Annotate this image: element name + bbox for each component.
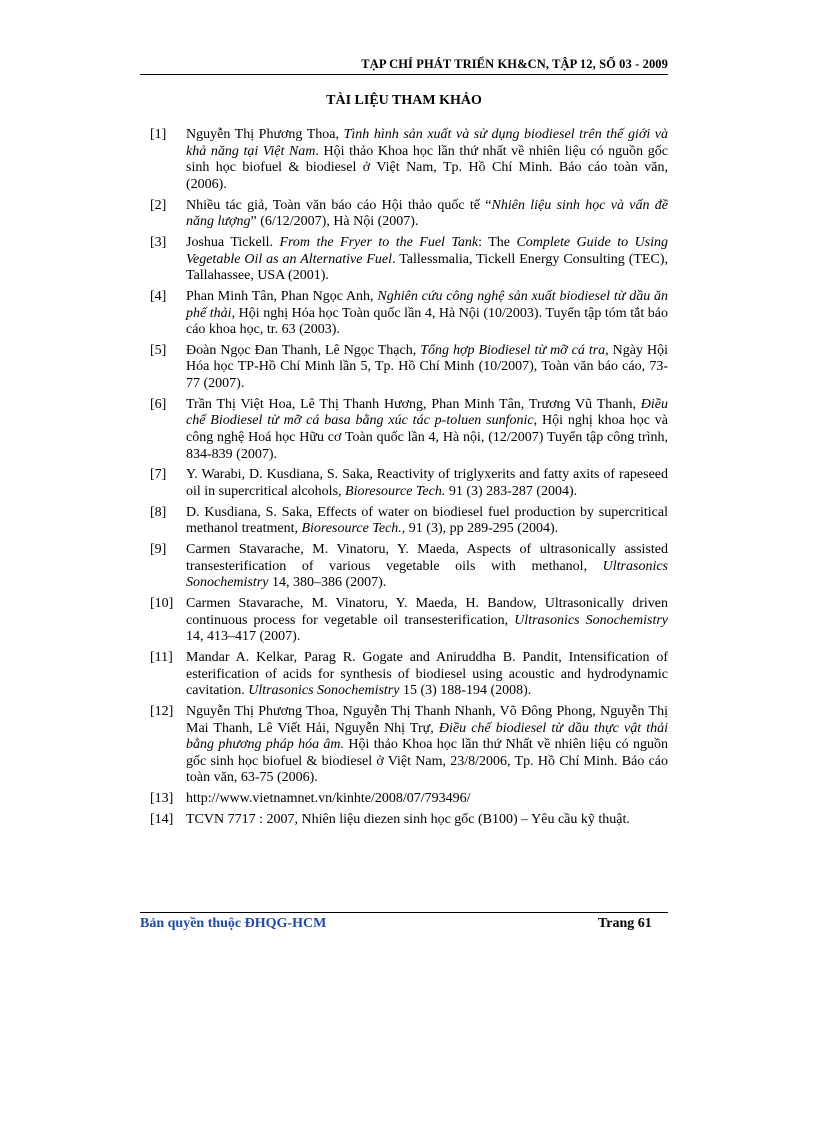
reference-number: [8] [150,504,167,520]
reference-text [186,704,668,787]
reference-segment: http://www.vietnamnet.vn/kinhte/2008/07/793496/ [186,791,471,807]
reference-text [186,127,668,193]
reference-segment: ” (6/12/2007), Hà Nội (2007). [250,214,419,230]
reference-text [186,650,668,700]
reference-segment: 91 (3) 283-287 (2004). [445,484,578,499]
reference-text [186,289,668,339]
reference-number: [12] [150,704,174,720]
reference-italic-segment: Ultrasonics Sonochemistry [514,612,668,628]
reference-segment: . Tallessmalia, Tickell Energy Consulting (TEC), Tallahassee, USA (2001). [186,251,668,284]
reference-item [150,343,668,393]
reference-segment: . Hội thảo Khoa học lần thứ nhất về nhiên liệu có nguồn gốc sinh học biofuel & biodiesel ở Việt Nam, Tp. Hồ Chí Minh. Báo cáo toàn văn, (2006). [186,143,668,192]
reference-segment: Phan Minh Tân, Phan Ngọc Anh, [186,288,378,304]
reference-number: [4] [150,288,167,304]
reference-segment: Ngày Hội Hóa học TP-Hồ Chí Minh lần 5, Tp. Hồ Chí Minh (10/2007), Toàn văn báo cáo, 73-77 (2007). [186,342,668,392]
reference-segment: Đoàn Ngọc Đan Thanh, Lê Ngọc Thạch, [186,342,421,358]
reference-item [150,198,668,231]
reference-text [186,235,668,285]
reference-number: [2] [150,197,167,213]
reference-number: [10] [150,596,174,612]
footer-copyright: Bản quyền thuộc ĐHQG-HCM [140,916,327,931]
reference-text [186,343,668,393]
reference-segment: Mandar A. Kelkar, Parag R. Gogate and Aniruddha B. Pandit, Intensification of esterification of acids for synthesis of biodiesel using acoustic and hydrodynamic cavitation. [186,650,668,699]
reference-segment: Y. Warabi, D. Kusdiana, S. Saka, Reactivity of triglyxerits and fatty axits of rapeseed oil in supercritical alcohols, [186,467,668,499]
reference-number: [13] [150,791,174,807]
reference-text [186,812,668,829]
reference-segment: , Hội nghị khoa học và công nghệ Hoá học Hữu cơ Toàn quốc lần 4, Hà nội, (12/2007) Tuyển tập công trình, 834-839 (2007). [186,413,669,462]
reference-item [150,596,668,646]
header-rule [140,74,668,75]
reference-italic-segment: Ultrasonics Sonochemistry [186,558,668,591]
reference-segment: Carmen Stavarache, M. Vinatoru, Y. Maeda, H. Bandow, Ultrasonically driven continuous process for vegetable oil transesterification, [186,596,668,628]
reference-segment: , 91 (3), pp 289-295 (2004). [401,521,559,537]
section-title: TÀI LIỆU THAM KHẢO [326,93,482,108]
reference-number: [3] [150,234,167,250]
reference-text [186,505,668,538]
reference-item [150,397,668,463]
reference-italic-segment: Complete Guide to Using Vegetable Oil as an Alternative Fuel [186,234,669,267]
reference-italic-segment: Nghiên cứu công nghệ sản xuất biodiesel từ dầu ăn phế thải [186,288,669,321]
reference-italic-segment: Bioresource Tech. [301,521,402,537]
reference-segment: Hội thảo Khoa học lần thứ Nhất về nhiên liệu có nguồn gốc sinh học biofuel & biodiesel ở Việt Nam, 23/8/2006, Tp. Hồ Chí Minh. Báo cáo toàn văn, 63-75 (2006). [186,737,668,786]
reference-italic-segment: Bioresource Tech. [345,484,446,499]
reference-segment: 14, 413–417 (2007). [186,629,301,645]
reference-segment: 15 (3) 188-194 (2008). [399,683,532,699]
journal-header: TẠP CHÍ PHÁT TRIỂN KH&CN, TẬP 12, SỐ 03 - 2009 [361,57,668,71]
reference-item [150,704,668,787]
reference-italic-segment: Điều chế biodiesel từ dầu thực vật thải bằng phương pháp hóa âm. [186,720,668,753]
reference-italic-segment: From the Fryer to the Fuel Tank [279,234,479,250]
reference-segment: D. Kusdiana, S. Saka, Effects of water on biodiesel fuel production by supercritical methanol treatment, [186,504,668,537]
reference-item [150,650,668,700]
reference-segment: Joshua Tickell. [186,234,280,250]
reference-number: [1] [150,127,167,142]
reference-item [150,505,668,538]
footer-rule [140,912,668,913]
reference-item [150,235,668,285]
reference-segment: Carmen Stavarache, M. Vinatoru, Y. Maeda, Aspects of ultrasonically assisted transesterification of various vegetable oils with methanol, [186,542,668,574]
reference-text [186,542,668,592]
reference-number: [7] [150,467,167,483]
reference-text [186,467,668,500]
reference-segment: TCVN 7717 : 2007, Nhiên liệu diezen sinh học gốc (B100) – Yêu cầu kỹ thuật. [186,812,630,827]
reference-item [150,542,668,592]
reference-number: [11] [150,650,173,666]
reference-list [150,127,668,833]
reference-number: [5] [150,342,167,358]
reference-segment: : The [478,234,517,250]
reference-item [150,791,668,808]
reference-number: [6] [150,396,167,412]
reference-text [186,198,668,231]
reference-text [186,596,668,646]
reference-italic-segment: Tổng hợp Biodiesel từ mỡ cá tra, [420,342,609,358]
reference-segment: , Hội nghị Hóa học Toàn quốc lần 4, Hà Nội (10/2003). Tuyển tập tóm tắt báo cáo khoa học, tr. 63 (2003). [186,305,668,338]
reference-segment: Trần Thị Việt Hoa, Lê Thị Thanh Hương, Phan Minh Tân, Trương Vũ Thanh, [186,396,641,412]
reference-text [186,397,668,463]
reference-number: [9] [150,542,167,558]
reference-italic-segment: Tình hình sản xuất và sử dụng biodiesel trên thế giới và khả năng tại Việt Nam [186,127,668,159]
reference-segment: Nhiều tác giả, Toàn văn báo cáo Hội thảo quốc tế “ [186,197,492,213]
reference-segment: Nguyễn Thị Phương Thoa, Nguyễn Thị Thanh Nhanh, Võ Đông Phong, Nguyễn Thị Mai Thanh, Lê Viết Hải, Nguyễn Nhị Trự, [186,704,668,736]
reference-italic-segment: Nhiên liệu sinh học và vấn đề năng lượng [186,197,668,230]
reference-segment: Nguyễn Thị Phương Thoa, [186,127,344,142]
page-number: Trang 61 [598,916,652,931]
reference-item [150,289,668,339]
reference-number: [14] [150,812,174,827]
reference-item [150,812,668,829]
reference-italic-segment: Ultrasonics Sonochemistry [248,683,400,699]
reference-italic-segment: Điều chế Biodiesel từ mỡ cá basa bằng xúc tác p-toluen sunfonic [186,396,668,429]
reference-item [150,127,668,193]
reference-segment: 14, 380–386 (2007). [268,575,387,591]
reference-item [150,467,668,500]
reference-text[interactable] [186,791,668,808]
